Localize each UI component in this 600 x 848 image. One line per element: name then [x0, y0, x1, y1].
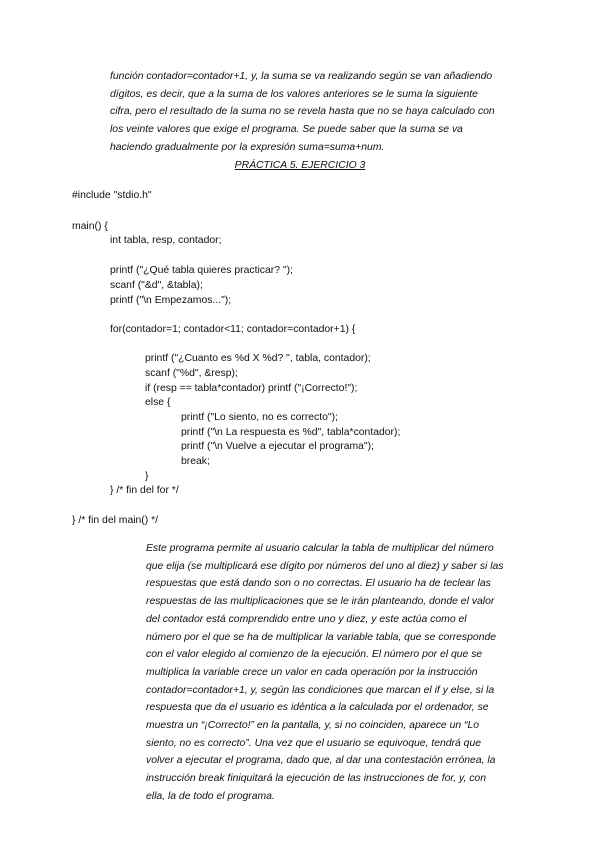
explanation-line: del contador está comprendido entre uno y diez, y este actúa como el	[146, 613, 467, 625]
intro-line: función contador=contador+1, y, la suma se va realizando según se van añadiendo	[110, 71, 493, 82]
intro-line: cifra, pero el resultado de la suma no se revela hasta que no se haya calculado con	[110, 106, 495, 118]
explanation-line: contador=contador+1, y, según las condiciones que marcan el if y else, si la	[146, 684, 495, 696]
explanation-line: muestra un “¡Correcto!” en la pantalla, y, si no coinciden, aparece un “Lo	[146, 720, 480, 732]
code-scanf-resp: scanf ("%d", &resp);	[145, 368, 238, 379]
code-decl: int tabla, resp, contador;	[110, 235, 222, 246]
code-include: #include "stdio.h"	[72, 190, 152, 201]
code-printf-ask: printf ("¿Cuanto es %d X %d? ", tabla, contador);	[145, 353, 371, 364]
code-main-close: } /* fin del main() */	[72, 515, 159, 526]
intro-line: los veinte valores que exige el programa. Se puede saber que la suma se va	[110, 124, 463, 136]
explanation-line: respuestas de las multiplicaciones que se le irán planteando, donde el valor	[146, 596, 495, 608]
explanation-line: volver a ejecutar el programa, dado que, al dar una contestación errónea, la	[146, 755, 496, 767]
code-main-open: main() {	[72, 221, 108, 232]
explanation-line: siento, no es correcto”. Una vez que el usuario se equivoque, tendrá que	[146, 737, 482, 749]
code-printf-retry: printf ("\n Vuelve a ejecutar el programa");	[181, 441, 374, 452]
code-if-line: if (resp == tabla*contador) printf ("¡Correcto!");	[145, 383, 358, 394]
explanation-line: ella, la de todo el programa.	[146, 790, 275, 802]
explanation-line: instrucción break finiquitará la ejecución de las instrucciones de for, y, con	[146, 773, 486, 785]
explanation-line: que elija (se multiplicará ese dígito por números del uno al diez) y saber si las	[146, 560, 504, 572]
code-for-line: for(contador=1; contador<11; contador=contador+1) {	[110, 324, 356, 335]
code-scanf-tabla: scanf ("&d", &tabla);	[110, 280, 203, 291]
explanation-line: multiplica la variable crece un valor en cada operación por la instrucción	[146, 666, 478, 678]
code-printf-question: printf ("¿Qué tabla quieres practicar? ");	[110, 265, 293, 276]
code-for-close: } /* fin del for */	[110, 485, 179, 496]
code-printf-wrong: printf ("Lo siento, no es correcto");	[181, 412, 338, 423]
explanation-line: Este programa permite al usuario calcular la tabla de multiplicar del número	[146, 543, 494, 554]
intro-line: dígitos, es decir, que a la suma de los valores anteriores se le suma la siguiente	[110, 88, 478, 100]
explanation-paragraph	[146, 540, 566, 806]
explanation-line: número por el que se ha de multiplicar la variable tabla, que se corresponde	[146, 631, 497, 643]
code-printf-start: printf ("\n Empezamos...");	[110, 295, 232, 306]
code-break-line: break;	[181, 456, 210, 467]
code-else-close: }	[145, 471, 149, 482]
explanation-line: respuestas que está dando son o no correctas. El usuario ha de teclear las	[146, 578, 491, 590]
intro-paragraph	[110, 68, 550, 157]
code-else-line: else {	[145, 397, 171, 408]
section-title: PRÁCTICA 5. EJERCICIO 3	[234, 160, 366, 171]
intro-line: haciendo gradualmente por la expresión suma=suma+num.	[110, 141, 385, 153]
explanation-line: con el valor elegido al comienzo de la ejecución. El número por el que se	[146, 649, 483, 661]
explanation-line: respuesta que da el usuario es idéntica a la calculada por el ordenador, se	[146, 702, 489, 714]
code-printf-answer: printf ("\n La respuesta es %d", tabla*contador);	[181, 427, 401, 438]
